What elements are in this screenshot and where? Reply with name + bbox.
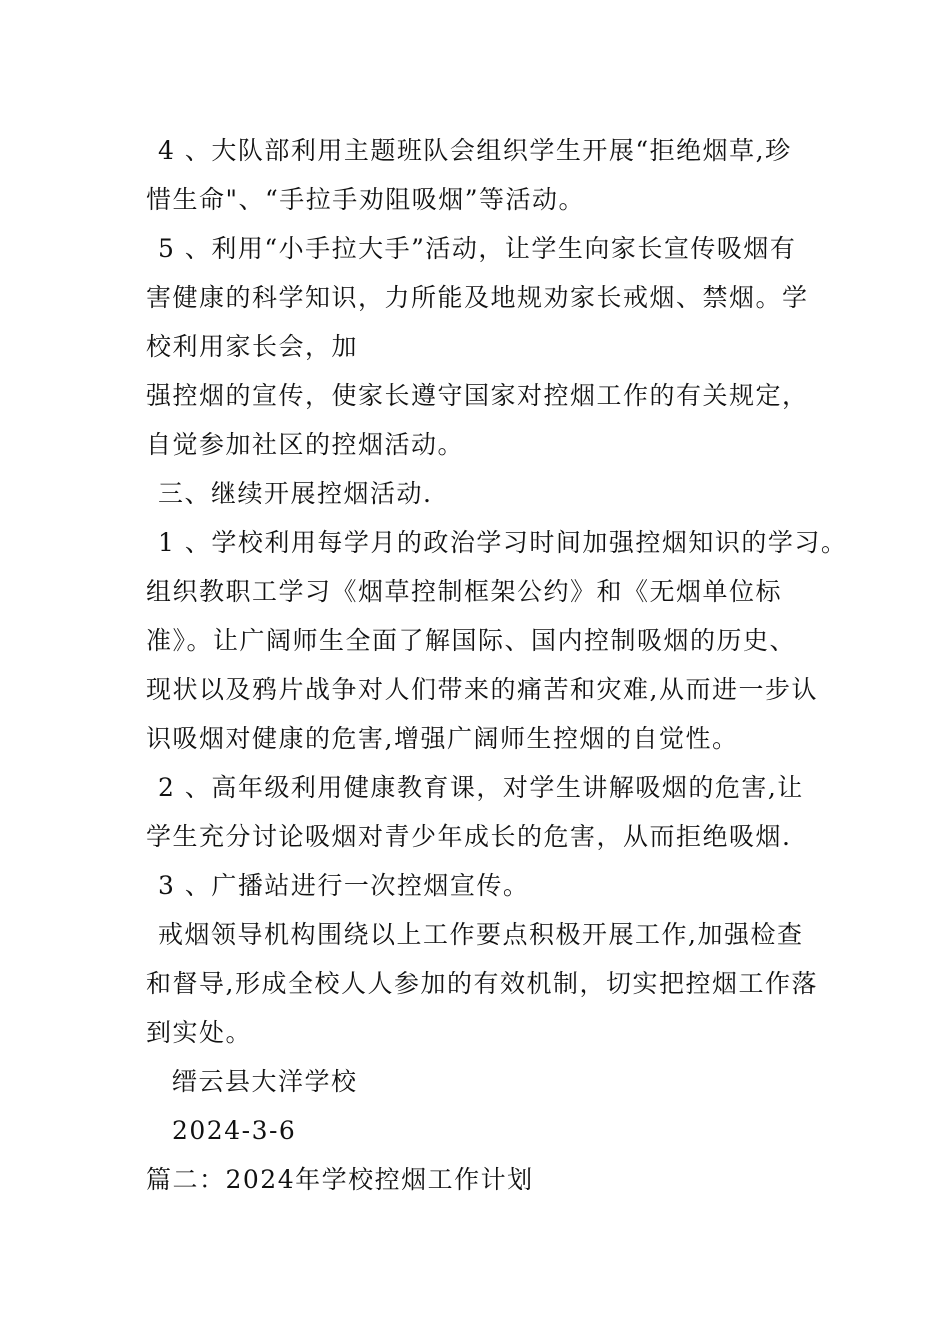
text-line: 惜生命"、“手拉手劝阻吸烟”等活动。: [146, 185, 586, 214]
text-line: 2 、高年级利用健康教育课，对学生讲解吸烟的危害,让: [158, 773, 804, 802]
text-line: 和督导,形成全校人人参加的有效机制，切实把控烟工作落: [146, 969, 818, 998]
next-section-title: 篇二：2024年学校控烟工作计划: [146, 1165, 534, 1194]
section-heading: 三、继续开展控烟活动.: [158, 479, 433, 508]
text-line: 戒烟领导机构围绕以上工作要点积极开展工作,加强检查: [158, 920, 804, 949]
text-line: 3 、广播站进行一次控烟宣传。: [158, 871, 530, 900]
text-line: 准》。让广阔师生全面了解国际、国内控制吸烟的历史、: [146, 626, 797, 655]
text-line: 强控烟的宣传，使家长遵守国家对控烟工作的有关规定，: [146, 381, 809, 410]
signature-school: 缙云县大洋学校: [172, 1067, 358, 1096]
signature-date: 2024-3-6: [172, 1116, 297, 1145]
text-line: 到实处。: [146, 1018, 253, 1047]
text-line: 自觉参加社区的控烟活动。: [146, 430, 465, 459]
text-line: 组织教职工学习《烟草控制框架公约》和《无烟单位标: [146, 577, 783, 606]
text-line: 识吸烟对健康的危害,增强广阔师生控烟的自觉性。: [146, 724, 739, 753]
text-line: 1 、学校利用每学月的政治学习时间加强控烟知识的学习。: [158, 528, 848, 557]
text-line: 现状以及鸦片战争对人们带来的痛苦和灾难,从而进一步认: [146, 675, 818, 704]
text-line: 学生充分讨论吸烟对青少年成长的危害，从而拒绝吸烟.: [146, 822, 792, 851]
text-line: 害健康的科学知识，力所能及地规劝家长戒烟、禁烟。学: [146, 283, 809, 312]
text-line: 校利用家长会，加: [146, 332, 359, 361]
text-line: 4 、大队部利用主题班队会组织学生开展“拒绝烟草,珍: [158, 136, 792, 165]
document-body: [146, 126, 848, 1204]
text-line: 5 、利用“小手拉大手”活动，让学生向家长宣传吸烟有: [158, 234, 797, 263]
